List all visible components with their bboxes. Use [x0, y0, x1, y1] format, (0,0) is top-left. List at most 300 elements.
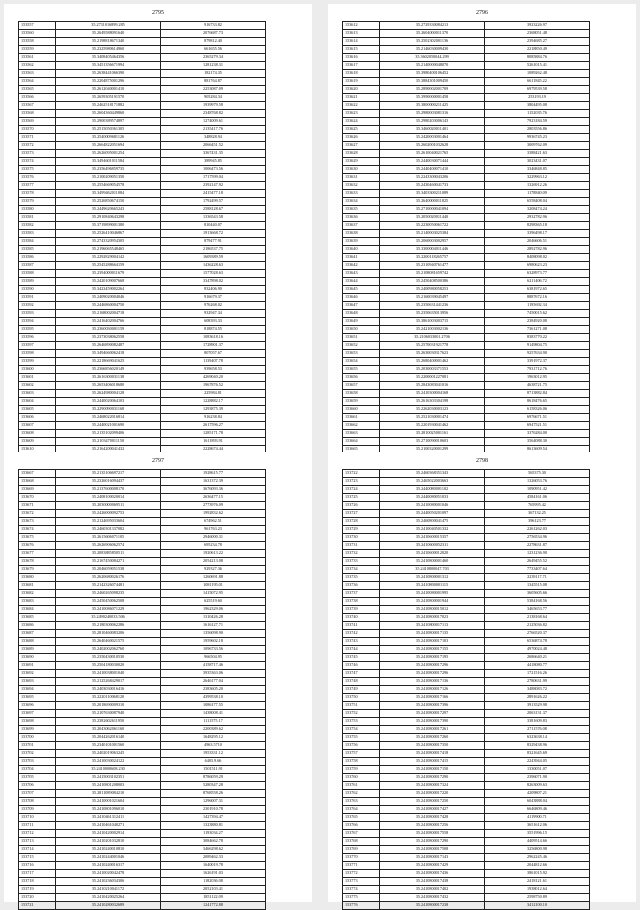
- value-cell: 1992832.62: [161, 510, 266, 518]
- code-cell: 35.2446860004750: [56, 302, 161, 310]
- code-cell: 35.2460301337082: [56, 526, 161, 534]
- table-row: [343, 334, 590, 342]
- row-id-cell: 153756: [343, 742, 380, 750]
- table-row: [19, 206, 266, 214]
- row-id-cell: 153643: [343, 270, 380, 278]
- table-row: [343, 302, 590, 310]
- row-id-cell: 153562: [19, 62, 56, 70]
- row-id-cell: 153703: [19, 758, 56, 766]
- row-id-cell: 153588: [19, 270, 56, 278]
- value-cell: 1081195.01: [161, 582, 266, 590]
- code-cell: 35.2400980058253: [380, 286, 485, 294]
- code-cell: 35.2292829004142: [56, 254, 161, 262]
- table-row: [343, 126, 590, 134]
- value-cell: 4409514.66: [485, 838, 590, 846]
- table-row: [19, 830, 266, 838]
- value-cell: 879812.40: [161, 38, 266, 46]
- value-cell: 2418121.61: [485, 878, 590, 886]
- table-row: [19, 382, 266, 390]
- value-cell: 2200389.62: [161, 726, 266, 734]
- row-id-cell: 153630: [343, 166, 380, 174]
- code-cell: 35.2980203006143: [380, 118, 485, 126]
- code-cell: 35.2604360449860: [56, 110, 161, 118]
- row-id-cell: 153702: [19, 750, 56, 758]
- value-cell: 4209807.21: [485, 790, 590, 798]
- code-cell: 35.3990000001458: [380, 94, 485, 102]
- code-cell: 35.2620680026176: [56, 574, 161, 582]
- code-cell: 35.3300004011446: [380, 246, 485, 254]
- row-id-cell: 153722: [343, 470, 380, 478]
- row-id-cell: 153636: [343, 214, 380, 222]
- value-cell: 3084662.78: [161, 838, 266, 846]
- code-cell: 35.2410800017103: [380, 638, 485, 646]
- code-cell: 35.2325980614960: [56, 46, 161, 54]
- table-row: [19, 582, 266, 590]
- row-id-cell: 153609: [19, 438, 56, 446]
- row-id-cell: 153707: [19, 790, 56, 798]
- table-row: [19, 838, 266, 846]
- value-cell: 2243944.05: [485, 758, 590, 766]
- table-row: [343, 134, 590, 142]
- row-id-cell: 153574: [19, 158, 56, 166]
- table-row: [19, 38, 266, 46]
- value-cell: 3396498.17: [485, 230, 590, 238]
- value-cell: 3923226.97: [485, 22, 590, 30]
- value-cell: 2891626.22: [485, 694, 590, 702]
- value-cell: 8887672.16: [485, 294, 590, 302]
- row-id-cell: 153764: [343, 806, 380, 814]
- value-cell: 1326912.26: [485, 182, 590, 190]
- table-row: [343, 158, 590, 166]
- value-cell: 2962245.46: [485, 854, 590, 862]
- value-cell: 1920613.22: [161, 550, 266, 558]
- row-id-cell: 153663: [343, 430, 380, 438]
- row-id-cell: 153711: [19, 822, 56, 830]
- value-cell: 1139407.78: [161, 358, 266, 366]
- row-id-cell: 153621: [343, 94, 380, 102]
- row-id-cell: 153688: [19, 638, 56, 646]
- code-cell: 35.2409020004046: [56, 294, 161, 302]
- code-cell: 35.2410461312411: [56, 814, 161, 822]
- row-id-cell: 153651: [343, 334, 380, 342]
- table-row: [343, 326, 590, 334]
- row-id-cell: 153744: [343, 646, 380, 654]
- value-cell: 1928615.77: [161, 470, 266, 478]
- row-id-cell: 153607: [19, 422, 56, 430]
- row-id-cell: 153578: [19, 190, 56, 198]
- code-cell: 35.2843083041016: [380, 382, 485, 390]
- code-cell: 35.2410040501332: [380, 526, 485, 534]
- code-cell: 35.2440080051033: [380, 494, 485, 502]
- table-row: [343, 190, 590, 198]
- value-cell: 2803556.86: [485, 126, 590, 134]
- table-row: [19, 254, 266, 262]
- code-cell: 35.2410800001115: [380, 582, 485, 590]
- value-cell: 4970024.48: [485, 646, 590, 654]
- table-row: [19, 558, 266, 566]
- value-cell: 6328973.77: [485, 270, 590, 278]
- row-id-cell: 153558: [19, 38, 56, 46]
- row-id-cell: 153757: [343, 750, 380, 758]
- code-cell: 35.2137600008170: [56, 486, 161, 494]
- row-id-cell: 153590: [19, 286, 56, 294]
- value-cell: 2228674.44: [161, 446, 266, 454]
- row-id-cell: 153725: [343, 494, 380, 502]
- value-cell: 3465653.77: [485, 606, 590, 614]
- code-cell: 35.2604000011370: [380, 30, 485, 38]
- table-row: [343, 382, 590, 390]
- row-id-cell: 153766: [343, 822, 380, 830]
- value-cell: 695234.78: [161, 542, 266, 550]
- table-row: [19, 654, 266, 662]
- value-cell: 2054213.08: [161, 558, 266, 566]
- code-cell: 35.2638441066390: [56, 70, 161, 78]
- code-cell: 35.2502302001136: [380, 38, 485, 46]
- table-row: [19, 318, 266, 326]
- row-id-cell: 153710: [19, 814, 56, 822]
- table-row: [343, 86, 590, 94]
- code-cell: 35.2050020011440: [380, 214, 485, 222]
- code-cell: 35.2430460041733: [380, 182, 485, 190]
- value-cell: 3229963.12: [485, 174, 590, 182]
- table-row: [19, 198, 266, 206]
- code-cell: 35.2504180030020: [56, 662, 161, 670]
- row-id-cell: 153700: [19, 734, 56, 742]
- code-cell: 35.2615606071105: [56, 534, 161, 542]
- table-row: [343, 878, 590, 886]
- code-cell: 35.2415003102351: [56, 774, 161, 782]
- table-row: [343, 374, 590, 382]
- code-cell: 35.2410800017402: [380, 886, 485, 894]
- code-cell: 35.2450408500386: [380, 278, 485, 286]
- row-id-cell: 153723: [343, 478, 380, 486]
- row-id-cell: 153676: [19, 542, 56, 550]
- value-cell: 8329438.96: [485, 742, 590, 750]
- table-row: [19, 566, 266, 574]
- value-cell: 1717599.04: [161, 174, 266, 182]
- code-cell: 35.2410800017350: [380, 742, 485, 750]
- row-id-cell: 153685: [19, 614, 56, 622]
- row-id-cell: 153661: [343, 414, 380, 422]
- table-row: [19, 782, 266, 790]
- table-row: [19, 438, 266, 446]
- table-row: [343, 862, 590, 870]
- code-cell: 35.2410244001046: [56, 854, 161, 862]
- code-cell: 35.2410240010810: [56, 846, 161, 854]
- code-cell: 35.2220110068120: [56, 694, 161, 702]
- value-cell: 1963012.95: [485, 374, 590, 382]
- row-id-cell: 153585: [19, 246, 56, 254]
- value-cell: 818874.55: [161, 326, 266, 334]
- row-id-cell: 153693: [19, 678, 56, 686]
- value-cell: 765995.42: [485, 502, 590, 510]
- value-cell: 7450015.62: [485, 310, 590, 318]
- table-row: [343, 502, 590, 510]
- value-cell: 1296007.31: [161, 798, 266, 806]
- value-cell: 1648295.12: [161, 734, 266, 742]
- row-id-cell: 153557: [19, 22, 56, 30]
- code-cell: 35.2410800017256: [380, 822, 485, 830]
- table-row: [19, 550, 266, 558]
- code-cell: 35.2326016094437: [56, 478, 161, 486]
- table-row: [19, 686, 266, 694]
- value-cell: 4119900.71: [485, 814, 590, 822]
- table-row: [19, 262, 266, 270]
- table-row: [343, 350, 590, 358]
- value-cell: 916238.84: [161, 414, 266, 422]
- code-cell: 35.2044262016140: [56, 734, 161, 742]
- table-row: [19, 822, 266, 830]
- value-cell: 1631372.39: [161, 478, 266, 486]
- code-cell: 35.3884301009450: [380, 78, 485, 86]
- value-cell: 2044812.66: [485, 862, 590, 870]
- row-id-cell: 153633: [343, 190, 380, 198]
- code-cell: 35.2140000048070: [380, 62, 485, 70]
- value-cell: 2766520.37: [485, 630, 590, 638]
- code-cell: 35.2410800017155: [380, 646, 485, 654]
- value-cell: 225984.81: [161, 390, 266, 398]
- code-cell: 35.2410800017113: [380, 622, 485, 630]
- value-cell: 1913668.72: [161, 230, 266, 238]
- code-cell: 35.2540009681126: [56, 134, 161, 142]
- row-id-cell: 153650: [343, 326, 380, 334]
- value-cell: 7361271.08: [485, 326, 590, 334]
- table-row: [343, 62, 590, 70]
- row-id-cell: 153743: [343, 638, 380, 646]
- table-row: [19, 542, 266, 550]
- code-cell: 35.2460265098235: [56, 590, 161, 598]
- table-row: [343, 558, 590, 566]
- code-cell: 35.2350631441236: [380, 302, 485, 310]
- row-id-cell: 153582: [19, 222, 56, 230]
- row-id-cell: 153564: [19, 78, 56, 86]
- row-id-cell: 153572: [19, 142, 56, 150]
- row-id-cell: 153690: [19, 654, 56, 662]
- value-cell: 1959602.18: [161, 638, 266, 646]
- table-row: [19, 862, 266, 870]
- code-cell: 35.2410800017150: [380, 766, 485, 774]
- table-row: [19, 622, 266, 630]
- table-row: [19, 326, 266, 334]
- document-page-2795: [4, 4, 312, 454]
- value-cell: 3208474.24: [485, 206, 590, 214]
- table-row: [19, 718, 266, 726]
- code-cell: 35.3602050044.299: [380, 54, 485, 62]
- value-cell: 9149804.75: [485, 342, 590, 350]
- value-cell: 1415072.95: [161, 590, 266, 598]
- table-row: [343, 630, 590, 638]
- row-id-cell: 153639: [343, 238, 380, 246]
- row-id-cell: 153671: [19, 502, 56, 510]
- code-cell: 35.2142326074481: [56, 582, 161, 590]
- code-cell: 35.2198818671340: [56, 38, 161, 46]
- row-id-cell: 153773: [343, 878, 380, 886]
- code-cell: 35.2810460083206: [56, 630, 161, 638]
- value-cell: 916733.82: [161, 22, 266, 30]
- value-cell: 4584161.06: [485, 494, 590, 502]
- code-cell: 35.2100209051350: [56, 174, 161, 182]
- row-id-cell: 153617: [343, 62, 380, 70]
- row-id-cell: 153746: [343, 662, 380, 670]
- table-row: [343, 270, 590, 278]
- table-row: [19, 230, 266, 238]
- value-cell: 6558408.04: [485, 198, 590, 206]
- code-cell: 35.2449620665243: [56, 206, 161, 214]
- table-row: [343, 286, 590, 294]
- code-cell: 35.2630030317623: [380, 350, 485, 358]
- row-id-cell: 153646: [343, 294, 380, 302]
- table-row: [19, 750, 266, 758]
- value-cell: 367132.25: [485, 510, 590, 518]
- table-row: [19, 406, 266, 414]
- value-cell: 1193034.27: [161, 830, 266, 838]
- row-id-cell: 153652: [343, 342, 380, 350]
- row-id-cell: 153657: [343, 382, 380, 390]
- value-cell: 7923184.59: [485, 118, 590, 126]
- value-cell: 8408098.02: [485, 254, 590, 262]
- table-row: [19, 390, 266, 398]
- table-row: [343, 526, 590, 534]
- table-row: [19, 430, 266, 438]
- value-cell: 8768558.26: [161, 790, 266, 798]
- value-cell: 3935363.06: [161, 670, 266, 678]
- table-row: [19, 574, 266, 582]
- table-row: [343, 358, 590, 366]
- row-id-cell: 153637: [343, 222, 380, 230]
- table-row: [343, 830, 590, 838]
- row-id-cell: 153677: [19, 550, 56, 558]
- value-cell: 6381972.65: [485, 286, 590, 294]
- row-id-cell: 153714: [19, 846, 56, 854]
- code-cell: 35.2450450062508: [56, 598, 161, 606]
- table-row: [343, 310, 590, 318]
- value-cell: 2780631.99: [485, 678, 590, 686]
- row-id-cell: 153765: [343, 814, 380, 822]
- value-cell: 2773976.09: [161, 502, 266, 510]
- row-id-cell: 153681: [19, 582, 56, 590]
- row-id-cell: 153754: [343, 726, 380, 734]
- row-id-cell: 153570: [19, 126, 56, 134]
- table-row: [19, 166, 266, 174]
- row-id-cell: 153592: [19, 302, 56, 310]
- table-row: [343, 214, 590, 222]
- table-row: [343, 254, 590, 262]
- value-cell: 2394685.27: [485, 38, 590, 46]
- code-cell: 35.2262030003123: [380, 406, 485, 414]
- row-id-cell: 153768: [343, 838, 380, 846]
- row-id-cell: 153612: [343, 22, 380, 30]
- table-row: [19, 502, 266, 510]
- value-cell: 1728901.37: [161, 342, 266, 350]
- code-cell: 35.2811089084210: [56, 790, 161, 798]
- value-cell: 6323638.14: [485, 734, 590, 742]
- table-row: [343, 566, 590, 574]
- row-id-cell: 153724: [343, 486, 380, 494]
- table-row: [343, 78, 590, 86]
- code-cell: 35.2410800047.703: [380, 566, 485, 574]
- table-row: [343, 182, 590, 190]
- value-cell: 2046606.51: [485, 238, 590, 246]
- code-cell: 35.2460800041475: [380, 518, 485, 526]
- value-cell: 1152035.76: [485, 110, 590, 118]
- code-cell: 35.2410600052311: [380, 542, 485, 550]
- code-cell: 35.2900389574897: [56, 118, 161, 126]
- code-cell: 35.2460368351343: [380, 470, 485, 478]
- row-id-cell: 153698: [19, 718, 56, 726]
- table-row: [343, 654, 590, 662]
- code-cell: 35.2616300031138: [56, 374, 161, 382]
- value-cell: 6980623.23: [485, 262, 590, 270]
- code-cell: 35.3719899001380: [56, 222, 161, 230]
- table-row: [343, 150, 590, 158]
- value-cell: 2348768.82: [161, 110, 266, 118]
- code-cell: 35.2290090031168: [56, 406, 161, 414]
- code-cell: 35.2140003025384: [380, 230, 485, 238]
- code-cell: 35.2083885850511: [56, 550, 161, 558]
- table-row: [19, 118, 266, 126]
- code-cell: 35.2243300043206: [380, 174, 485, 182]
- table-row: [343, 886, 590, 894]
- row-id-cell: 153761: [343, 782, 380, 790]
- row-id-cell: 153632: [343, 182, 380, 190]
- code-cell: 35.2394000011679: [56, 270, 161, 278]
- code-cell: 35.2124695033604: [56, 518, 161, 526]
- code-cell: 35.2526410046867: [56, 230, 161, 238]
- value-cell: 4963.5710: [161, 742, 266, 750]
- table-row: [343, 606, 590, 614]
- table-row: [19, 134, 266, 142]
- value-cell: 1086177.55: [161, 702, 266, 710]
- row-id-cell: 153616: [343, 54, 380, 62]
- value-cell: 2365279.34: [161, 54, 266, 62]
- row-id-cell: 153586: [19, 254, 56, 262]
- row-id-cell: 153654: [343, 358, 380, 366]
- value-cell: 2368051.48: [485, 30, 590, 38]
- table-row: [19, 694, 266, 702]
- value-cell: 2253087.09: [161, 86, 266, 94]
- value-cell: 8321645.69: [485, 750, 590, 758]
- code-cell: 35.2146030009430: [380, 46, 485, 54]
- code-cell: 35.2373038062558: [56, 334, 161, 342]
- row-id-cell: 153580: [19, 206, 56, 214]
- value-cell: 3391972.37: [485, 358, 590, 366]
- value-cell: 9936745.23: [485, 134, 590, 142]
- table-row: [19, 798, 266, 806]
- code-cell: 35.2410210041172: [56, 886, 161, 894]
- code-cell: 35.2410800017438: [380, 878, 485, 886]
- value-cell: 1231236.90: [485, 550, 590, 558]
- value-cell: 1326053.76: [485, 478, 590, 486]
- value-cell: 1721516.26: [485, 670, 590, 678]
- table-row: [19, 478, 266, 486]
- row-id-cell: 153720: [19, 894, 56, 902]
- value-cell: 8298365.18: [485, 222, 590, 230]
- row-id-cell: 153709: [19, 806, 56, 814]
- table-row: [343, 870, 590, 878]
- code-cell: 35.2410800001312: [380, 574, 485, 582]
- value-cell: 2089462.33: [161, 854, 266, 862]
- value-cell: 661655.56: [161, 46, 266, 54]
- table-row: [343, 782, 590, 790]
- code-cell: 35.2515050361305: [56, 126, 161, 134]
- code-cell: 35.2410080001046: [380, 502, 485, 510]
- value-cell: 3256800.98: [485, 846, 590, 854]
- row-id-cell: 153593: [19, 310, 56, 318]
- table-row: [19, 94, 266, 102]
- code-cell: 35.2135106697217: [56, 470, 161, 478]
- value-cell: 3388421.63: [485, 150, 590, 158]
- table-row: [19, 246, 266, 254]
